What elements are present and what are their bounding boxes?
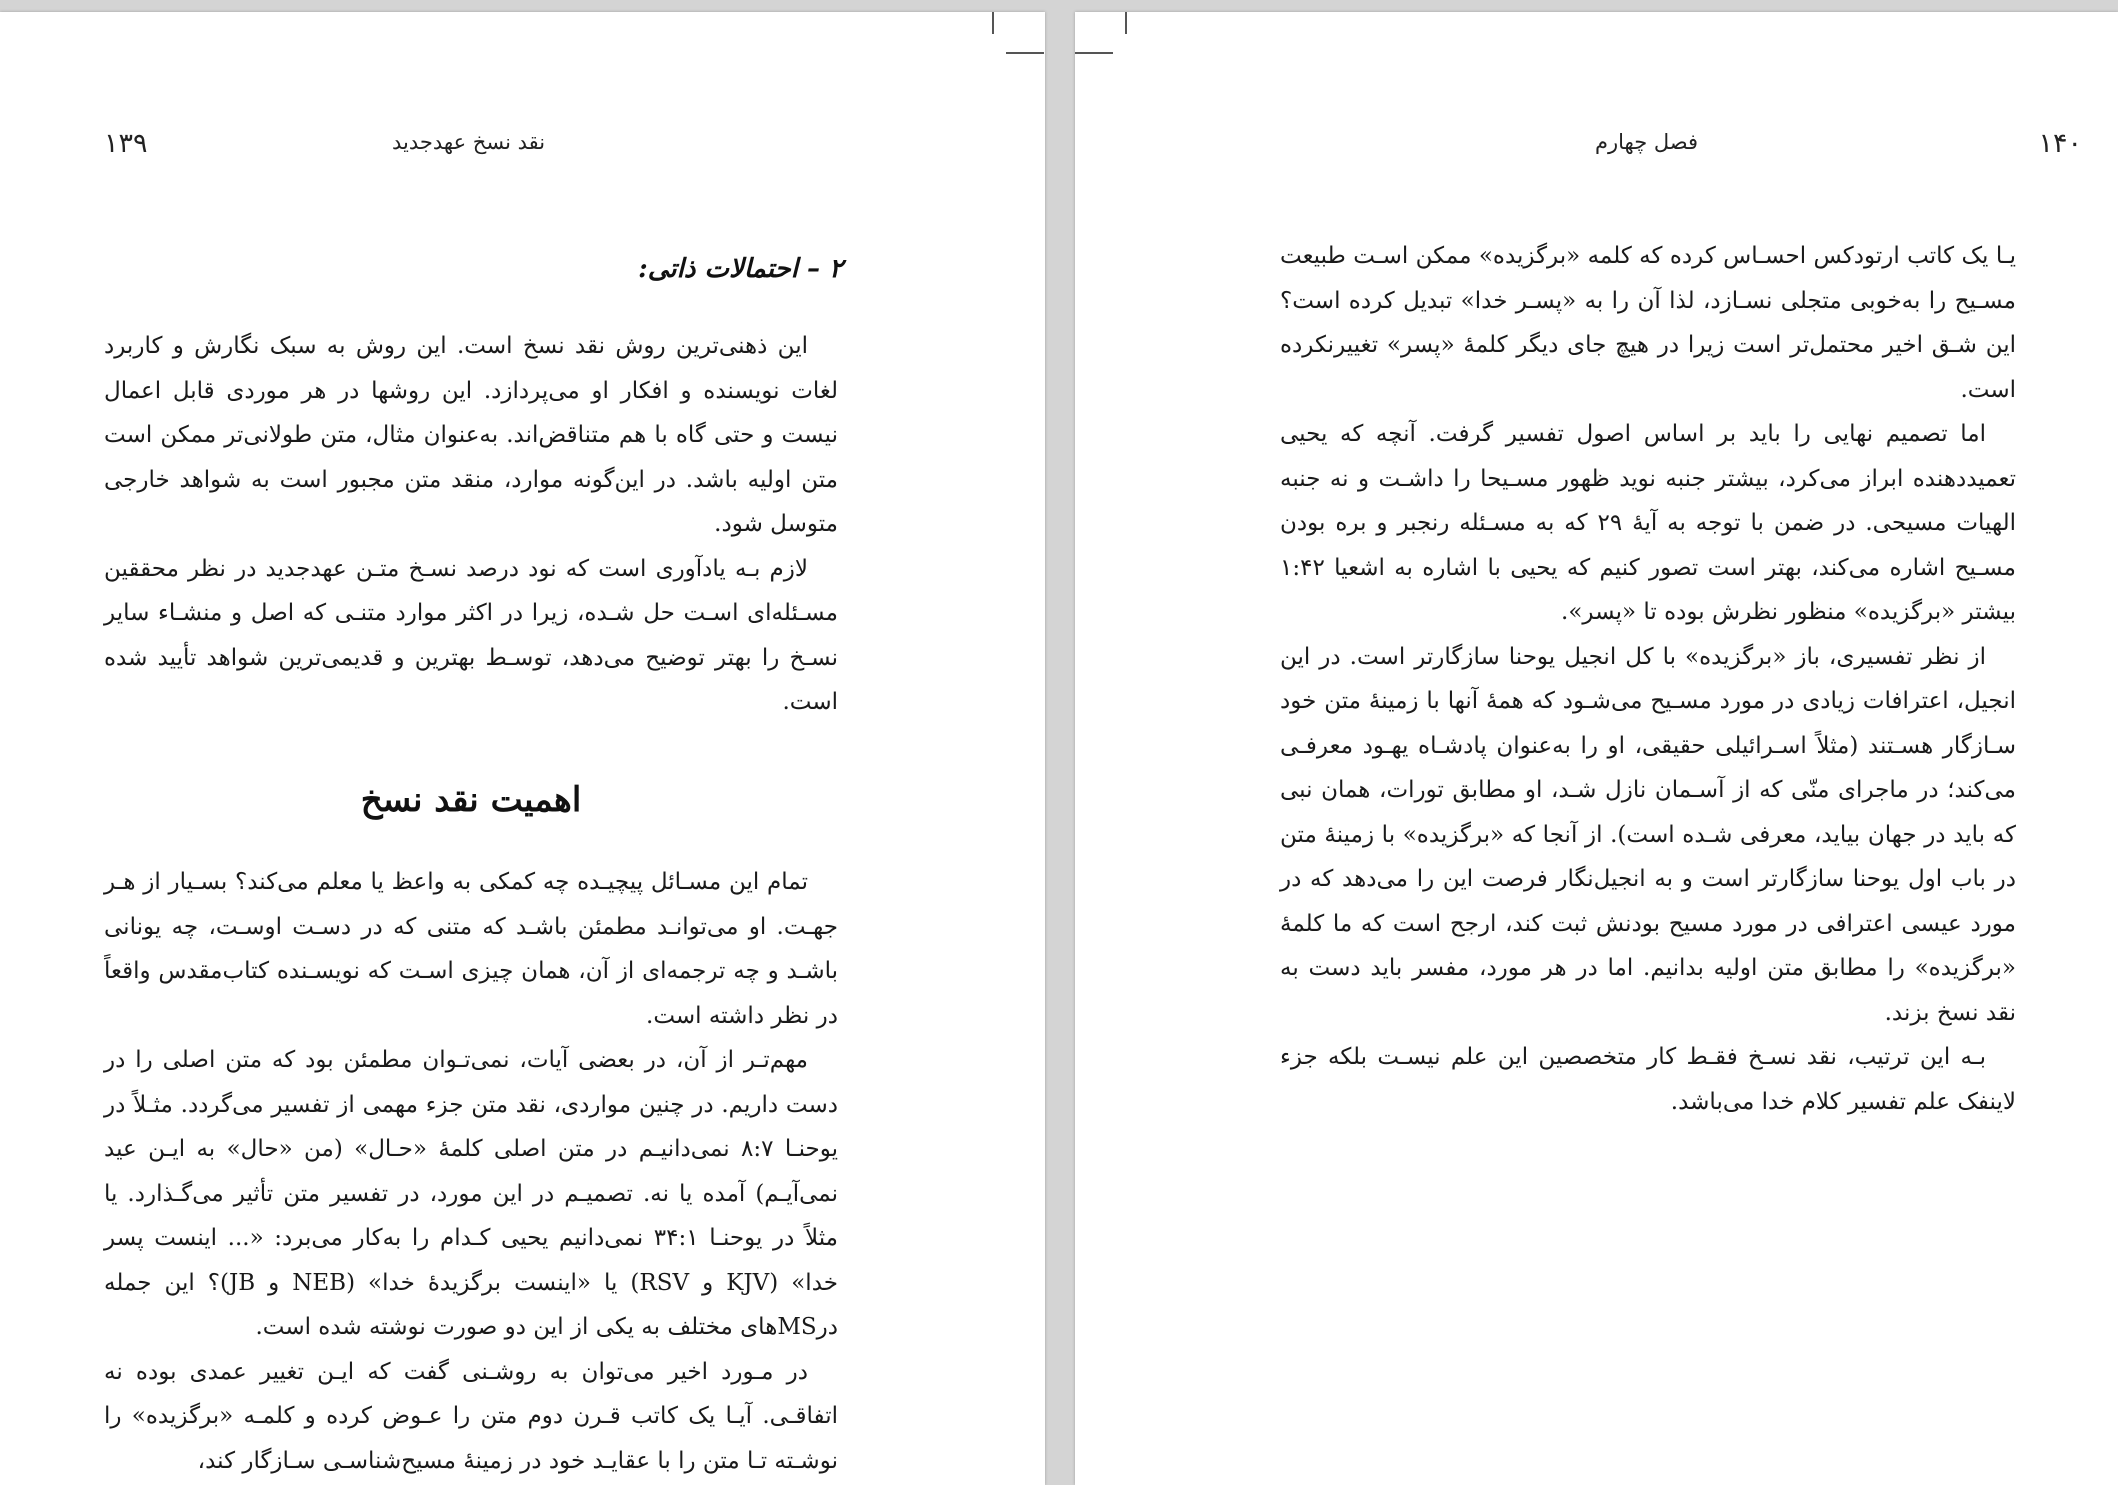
- running-header: نقد نسخ عهدجدید: [392, 130, 546, 154]
- body-text-top: [104, 324, 838, 725]
- page-139: [0, 12, 1045, 1485]
- paragraph: تمام این مسـائل پیچیـده چه کمکی به واعظ یا معلم می‌کند؟ بسـیار از هـر جهـت. او می‌توانـد مطمئن باشـد که متنی که در دسـت اوسـت، چه یونانی باشـد و چه ترجمه‌ای از آن، همان چیزی اسـت که نویسـنده کتاب‌مقدس واقعاً در نظر داشته است.: [104, 869, 838, 1029]
- crop-mark: [1075, 52, 1113, 54]
- body-text-bottom: [104, 860, 838, 1483]
- paragraph: لازم بـه یادآوری است که نود درصد نسـخ متـن عهدجدید در نظر محققین مسـئله‌ای اسـت حل شـده، زیرا در اکثر موارد متنـی که اصل و منشـاء سایر نسـخ را بهتر توضیح می‌دهد، توسـط بهترین و قدیمی‌ترین شواهد تأیید شده است.: [104, 555, 838, 715]
- section-title: اهمیت نقد نسخ: [360, 780, 582, 820]
- paragraph: مهم‌تـر از آن، در بعضی آیات، نمی‌تـوان مطمئن بود که متن اصلی را در دست داریم. در چنین مواردی، نقد متن جزء مهمی از تفسیر می‌گردد. مثـلاً در یوحنـا ۸:۷ نمی‌دانیـم در متن اصلی کلمهٔ «حـال» (من «حال» به ایـن عید نمی‌آیـم) آمده یا نه. تصمیـم در این مورد، در تفسیر متن تأثیر می‌گـذارد. یا مثلاً در یوحنـا ۳۴:۱ نمی‌دانیم یحیی کـدام را به‌کار می‌برد: «... اینست پسر خدا» (KJV و RSV) یا «اینست برگزیدهٔ خدا» (NEB و JB)؟ این جمله درMSهای مختلف به یکی از این دو صورت نوشته شده است.: [104, 1047, 839, 1340]
- crop-mark: [1125, 12, 1127, 34]
- subheading: ۲ – احتمالات ذاتی:: [638, 254, 843, 284]
- paragraph: در مـورد اخیر می‌توان به روشـنی گفت که ایـن تغییر عمدی بوده نه اتفاقـی. آیـا یک کاتب قـرن دوم متن را عـوض کرده و کلمـه «برگزیده» را نوشـته تـا متن را با عقایـد خود در زمینهٔ مسیح‌شناسـی سـازگار کند،: [104, 1358, 838, 1474]
- paragraph: این ذهنی‌ترین روش نقد نسخ است. این روش به سبک نگارش و کاربرد لغات نویسنده و افکار او می‌پردازد. این روشها در هر موردی قابل اعمال نیست و حتی گاه با هم متناقض‌اند. به‌عنوان مثال، متن طولانی‌تر ممکن است متن اولیه باشد. در این‌گونه موارد، منقد متن مجبور است به شواهد خارجی متوسل شود.: [104, 333, 838, 537]
- body-text: [1280, 234, 2016, 1124]
- paragraph: از نظر تفسیری، باز «برگزیده» با کل انجیل یوحنا سازگارتر است. در این انجیل، اعترافات زیادی در مورد مسـیح می‌شـود که همهٔ آنها با زمینهٔ متن خود سـازگار هسـتند (مثلاً اسـرائیلی حقیقی، او را به‌عنوان پادشـاه یهـود معرفـی می‌کند؛ در ماجرای منّی که از آسـمان نازل شـد، او مطابق تورات، همان نبی که باید در جهان بیاید، معرفی شـده است). از آنجا که «برگزیده» با زمینهٔ متن در باب اول یوحنا سازگارتر است و به انجیل‌نگار فرصت این را می‌دهد که در مورد عیسی اعترافی در مورد مسیح بودنش ثبت کند، ارجح است که ما کلمهٔ «برگزیده» را مطابق متن اولیه بدانیم. اما در هر مورد، مفسر باید دست به نقد نسخ بزند.: [1280, 643, 2016, 1026]
- page-number: ۱۳۹: [104, 128, 148, 159]
- page-number: ۱۴۰: [2038, 128, 2082, 159]
- crop-mark: [992, 12, 994, 34]
- paragraph: یـا یک کاتب ارتودکس احسـاس کرده که کلمه «برگزیده» ممکن اسـت طبیعت مسـیح را به‌خوبی متجلی نسـازد، لذا آن را به «پسـر خدا» تبدیل کرده است؟ این شـق اخیر محتمل‌تر است زیرا در هیچ جای دیگر کلمهٔ «پسر» تغییرنکرده است.: [1280, 243, 2016, 403]
- crop-mark: [1006, 52, 1044, 54]
- running-header: فصل چهارم: [1595, 130, 1699, 154]
- paragraph: اما تصمیم نهایی را باید بر اساس اصول تفسیر گرفت. آنچه که یحیی تعمیددهنده ابراز می‌کرد، بیشتر جنبه نوید ظهور مسـیحا را داشـت و نه جنبه الهیات مسیحی. در ضمن با توجه به آیهٔ ۲۹ که به مسـئله رنجبر و بره بودن مسـیح اشاره می‌کند، بهتر است تصور کنیم که یحیی با اشاره به اشعیا ۱:۴۲ بیشتر «برگزیده» منظور نظرش بوده تا «پسر».: [1280, 421, 2016, 625]
- page-140: [1075, 12, 2118, 1485]
- paragraph: بـه این ترتیب، نقد نسـخ فقـط کار متخصصین این علم نیسـت بلکه جزء لاینفک علم تفسیر کلام خدا می‌باشد.: [1280, 1044, 2016, 1115]
